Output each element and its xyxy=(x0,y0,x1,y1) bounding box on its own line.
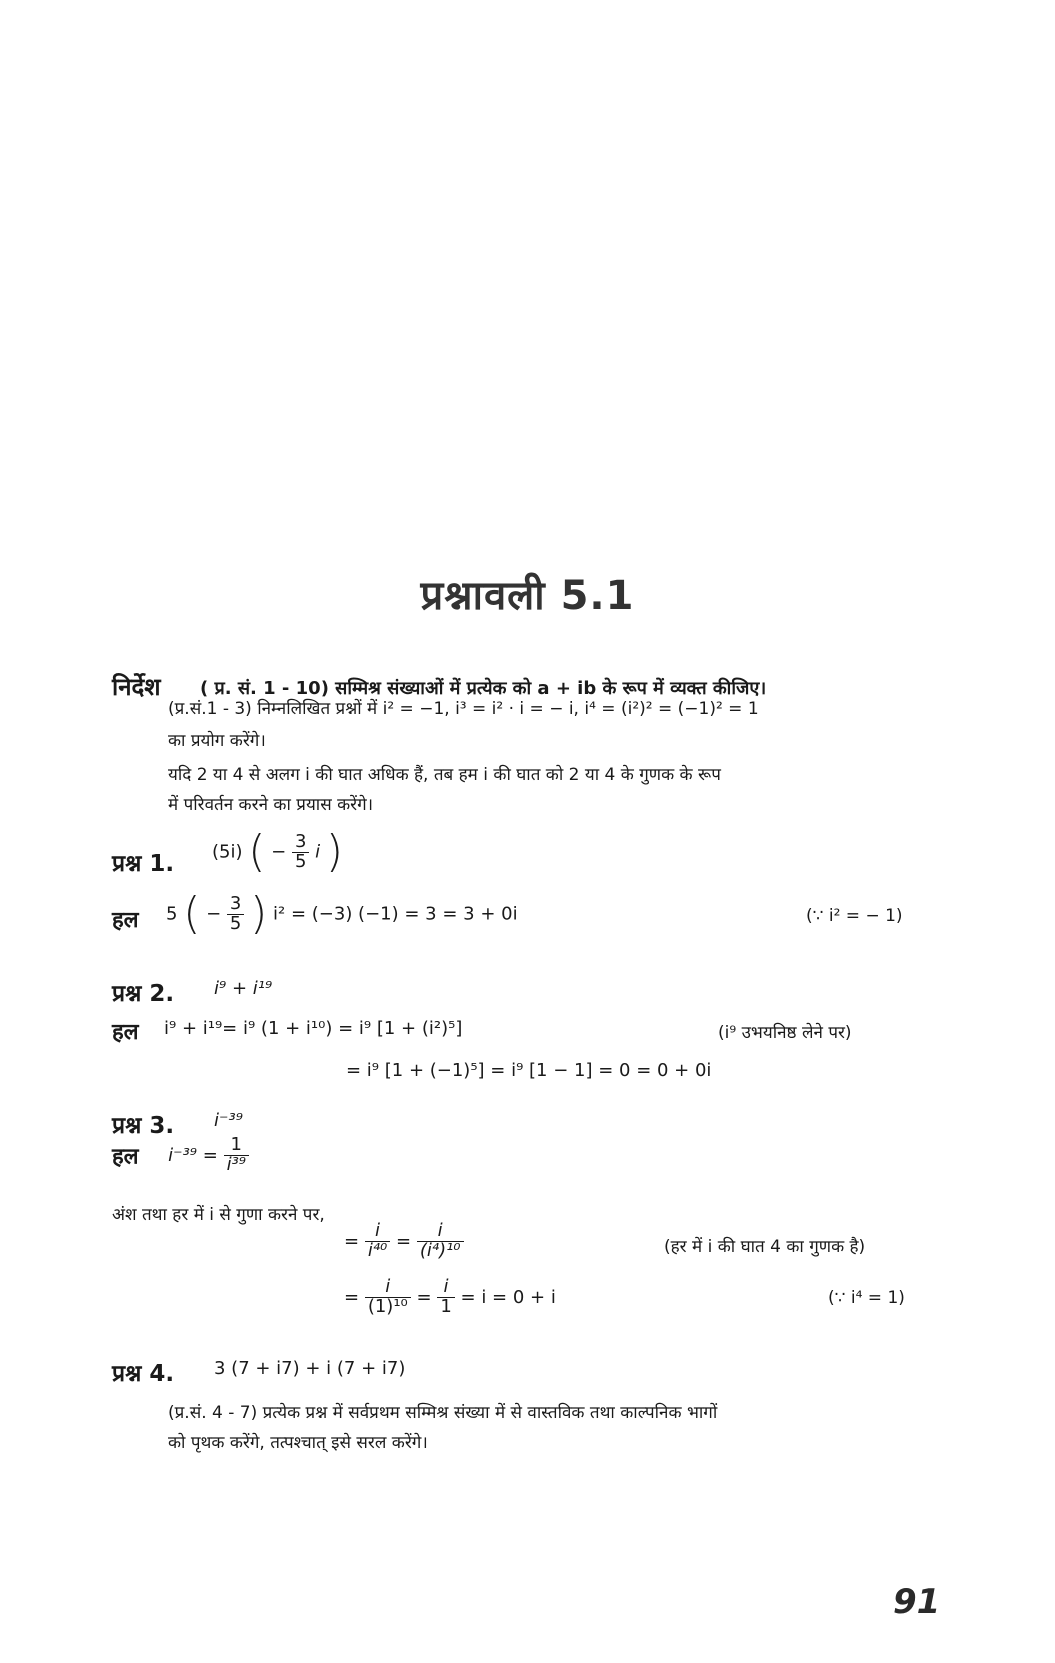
directions-label: निर्देश xyxy=(112,673,161,701)
s3-step1-frac1 xyxy=(365,1222,390,1261)
solution-2-label: हल xyxy=(112,1020,139,1045)
solution-3-label: हल xyxy=(112,1144,139,1170)
s3-eq: = xyxy=(344,1230,360,1252)
page-number: 91 xyxy=(893,1582,941,1622)
s3-fraction xyxy=(224,1136,249,1175)
q1-sign: − xyxy=(271,841,287,863)
question-4-expression: 3 (7 + i7) + i (7 + i7) xyxy=(214,1358,406,1379)
solution-2-line-2: = i⁹ [1 + (−1)⁵] = i⁹ [1 − 1] = 0 = 0 + 0i xyxy=(346,1060,712,1081)
directions-text: ( प्र. सं. 1 - 10) सम्मिश्र संख्याओं में प्रत्येक को a + ib के रूप में व्यक्त कीजिए। xyxy=(200,678,767,699)
note-line-1: (प्र.सं.1 - 3) निम्नलिखित प्रश्नों में i² = −1, i³ = i² · i = − i, i⁴ = (i²)² = (−1)² = 1 xyxy=(168,699,759,719)
question-4-label: प्रश्न 4. xyxy=(112,1361,175,1387)
s1-frac-num: 3 xyxy=(227,895,244,915)
solution-3-note-2: (∵ i⁴ = 1) xyxy=(828,1288,905,1308)
q1-frac-den: 5 xyxy=(294,850,307,872)
frac-num: i xyxy=(365,1278,411,1298)
solution-3-step-text: अंश तथा हर में i से गुणा करने पर, xyxy=(112,1205,325,1225)
note-line-3: यदि 2 या 4 से अलग i की घात अधिक हैं, तब हम i की घात को 2 या 4 के गुणक के रूप xyxy=(168,765,721,785)
s3-frac-num: 1 xyxy=(224,1136,249,1156)
question-2-expression: i⁹ + i¹⁹ xyxy=(214,978,273,999)
s3-lhs: i⁻³⁹ = xyxy=(168,1144,218,1166)
solution-2-note: (i⁹ उभयनिष्ठ लेने पर) xyxy=(718,1023,852,1043)
s1-prefix: 5 xyxy=(166,903,178,925)
question-1-expression xyxy=(212,826,344,877)
solution-2-line-1: i⁹ + i¹⁹= i⁹ (1 + i¹⁰) = i⁹ [1 + (i²)⁵] xyxy=(164,1018,463,1039)
q1-suffix: i xyxy=(315,841,321,863)
right-paren: ) xyxy=(250,888,268,939)
frac-den: (1)¹⁰ xyxy=(367,1295,408,1317)
s3-eq: = xyxy=(344,1286,360,1308)
s1-sign: − xyxy=(206,903,222,925)
right-paren: ) xyxy=(325,826,344,877)
s3-step1-frac2 xyxy=(417,1222,464,1261)
solution-3-step-2 xyxy=(344,1278,556,1317)
solution-3-note-1: (हर में i की घात 4 का गुणक है) xyxy=(664,1237,866,1257)
frac-den: (i⁴)¹⁰ xyxy=(419,1239,461,1261)
frac-den: i⁴⁰ xyxy=(367,1239,388,1261)
frac-num: i xyxy=(417,1222,464,1242)
solution-1-note: (∵ i² = − 1) xyxy=(806,906,903,926)
left-paren: ( xyxy=(248,826,266,877)
s3-step2-frac2 xyxy=(437,1278,454,1317)
solution-1-expression xyxy=(166,888,518,939)
s1-fraction xyxy=(227,892,244,934)
note-line-2: का प्रयोग करेंगे। xyxy=(168,731,266,751)
question-3-label: प्रश्न 3. xyxy=(112,1113,175,1139)
s3-step2-frac1 xyxy=(365,1278,411,1317)
solution-3-first xyxy=(112,1136,249,1175)
solution-1-label: हल xyxy=(112,908,139,933)
frac-num: i xyxy=(437,1278,454,1298)
exercise-title: प्रश्नावली 5.1 xyxy=(420,573,635,619)
question-3-expression: i⁻³⁹ xyxy=(214,1110,243,1131)
q1-prefix: (5i) xyxy=(212,841,243,863)
q1-frac-num: 3 xyxy=(292,833,309,853)
question-1-label: प्रश्न 1. xyxy=(112,851,175,877)
frac-den: 1 xyxy=(440,1295,452,1317)
s1-rest: i² = (−3) (−1) = 3 = 3 + 0i xyxy=(273,903,518,925)
s3-frac-den: i³⁹ xyxy=(226,1153,246,1175)
frac-num: i xyxy=(365,1222,390,1242)
question-2-label: प्रश्न 2. xyxy=(112,981,175,1007)
solution-3-step-1 xyxy=(344,1222,464,1261)
q1-fraction xyxy=(292,830,309,872)
s3-eq: = xyxy=(396,1230,412,1252)
question-4-note-line-2: को पृथक करेंगे, तत्पश्चात् इसे सरल करेंगे। xyxy=(168,1433,428,1453)
left-paren: ( xyxy=(183,888,201,939)
s1-frac-den: 5 xyxy=(229,912,242,934)
note-line-4: में परिवर्तन करने का प्रयास करेंगे। xyxy=(168,795,374,815)
question-4-note-line-1: (प्र.सं. 4 - 7) प्रत्येक प्रश्न में सर्वप्रथम सम्मिश्र संख्या में से वास्तविक तथा काल्पनिक भागों xyxy=(168,1403,718,1423)
s3-eq: = xyxy=(416,1286,432,1308)
s3-rest: = i = 0 + i xyxy=(460,1286,556,1308)
